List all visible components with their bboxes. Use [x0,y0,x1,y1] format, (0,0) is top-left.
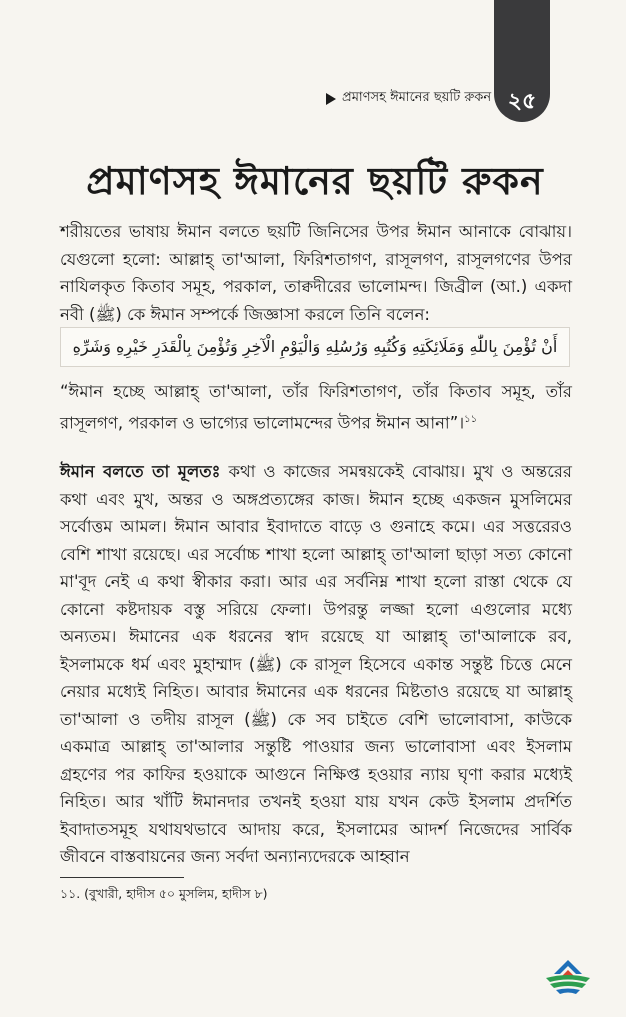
footnote-reference[interactable]: ১১ [464,413,478,425]
running-title: প্রমাণসহ ঈমানের ছয়টি রুকন [342,90,492,105]
footnote-divider [60,877,184,878]
translation-text: “ঈমান হচ্ছে আল্লাহ্ তা'আলা, তাঁর ফিরিশতাগণ, তাঁর কিতাব সমূহ, তাঁর রাসূলগণ, পরকাল ও ভাগ্যের ভালোমন্দের উপর ঈমান আনা”। [60,382,572,432]
footnote: ১১. (বুখারী, হাদীস ৫০ মুসলিম, হাদীস ৮) [60,886,268,901]
arabic-hadith-quote: أَنْ تُؤْمِنَ بِاللّٰهِ وَمَلَائِكَتِهِ وَكُتُبِهِ وَرُسُلِهِ وَالْيَوْمِ الْآخِرِ وَتُؤْمِنَ بِالْقَدَرِ خَيْرِهِ وَشَرِّهِ [60,327,570,367]
running-header [326,88,496,109]
page-number-tab [494,0,550,122]
paragraph-body-text: কথা ও কাজের সমন্বয়কেই বোঝায়। মুখ ও অন্তরের কথা এবং মুখ, অন্তর ও অঙ্গপ্রত্যঙ্গের কাজ। ঈমান হচ্ছে একজন মুসলিমের সর্বোত্তম আমল। ঈমান আবার ইবাদাতে বাড়ে ও গুনাহে কমে। এর সত্তরেরও বেশি শাখা রয়েছে। এর সর্বোচ্চ শাখা হলো আল্লাহ্ তা'আলা ছাড়া সত্য কোনো মা'বূদ নেই এ কথা স্বীকার করা। আর এর সর্বনিম্ন শাখা হলো রাস্তা থেকে যে কোনো কষ্টদায়ক বস্তু সরিয়ে ফেলা। উপরন্তু লজ্জা হলো এগুলোর মধ্যে অন্যতম। ঈমানের এক ধরনের স্বাদ রয়েছে যা আল্লাহ্ তা'আলাকে রব, ইসলামকে ধর্ম এবং মুহাম্মাদ (ﷺ) কে রাসূল হিসেবে একান্ত সন্তুষ্ট চিত্তে মেনে নেয়ার মধ্যেই নিহিত। আবার ঈমানের এক ধরনের মিষ্টতাও রয়েছে যা আল্লাহ্ তা'আলা ও তদীয় রাসূল (ﷺ) কে সব চাইতে বেশি ভালোবাসা, কাউকে একমাত্র আল্লাহ্ তা'আলার সন্তুষ্টি পাওয়ার জন্য ভালোবাসা এবং ইসলাম গ্রহণের পর কাফির হওয়াকে আগুনে নিক্ষিপ্ত হওয়ার ন্যায় ঘৃণা করার মধ্যেই নিহিত। আর খাঁটি ঈমানদার তখনই হওয়া যায় যখন কেউ ইসলাম প্রদর্শিত ইবাদাতসমূহ যথাযথভাবে আদায় করে, ইসলামের আদর্শ নিজেদের সার্বিক জীবনে বাস্তবায়নের জন্য সর্বদা অন্যান্যদেরকে আহ্বান [60,462,573,866]
publisher-logo-icon [542,958,594,998]
intro-paragraph: শরীয়তের ভাষায় ঈমান বলতে ছয়টি জিনিসের উপর ঈমান আনাকে বোঝায়। যেগুলো হলো: আল্লাহ্ তা'আলা, ফিরিশতাগণ, রাসূলগণ, রাসূলগণের উপর নাযিলকৃত কিতাব সমূহ, পরকাল, তাক্বদীরের ভালোমন্দ। জিব্রীল (আ.) একদা নবী (ﷺ) কে ঈমান সম্পর্কে জিজ্ঞাসা করলে তিনি বলেন: [60,222,572,324]
translation-paragraph [60,378,572,437]
page-number: ২৫ [507,89,537,114]
paragraph-lead-bold: ঈমান বলতে তা মূলতঃ [60,462,221,481]
chapter-title: প্রমাণসহ ঈমানের ছয়টি রুকন [86,159,544,203]
body-paragraph [60,458,572,871]
triangle-bullet-icon [326,93,336,105]
